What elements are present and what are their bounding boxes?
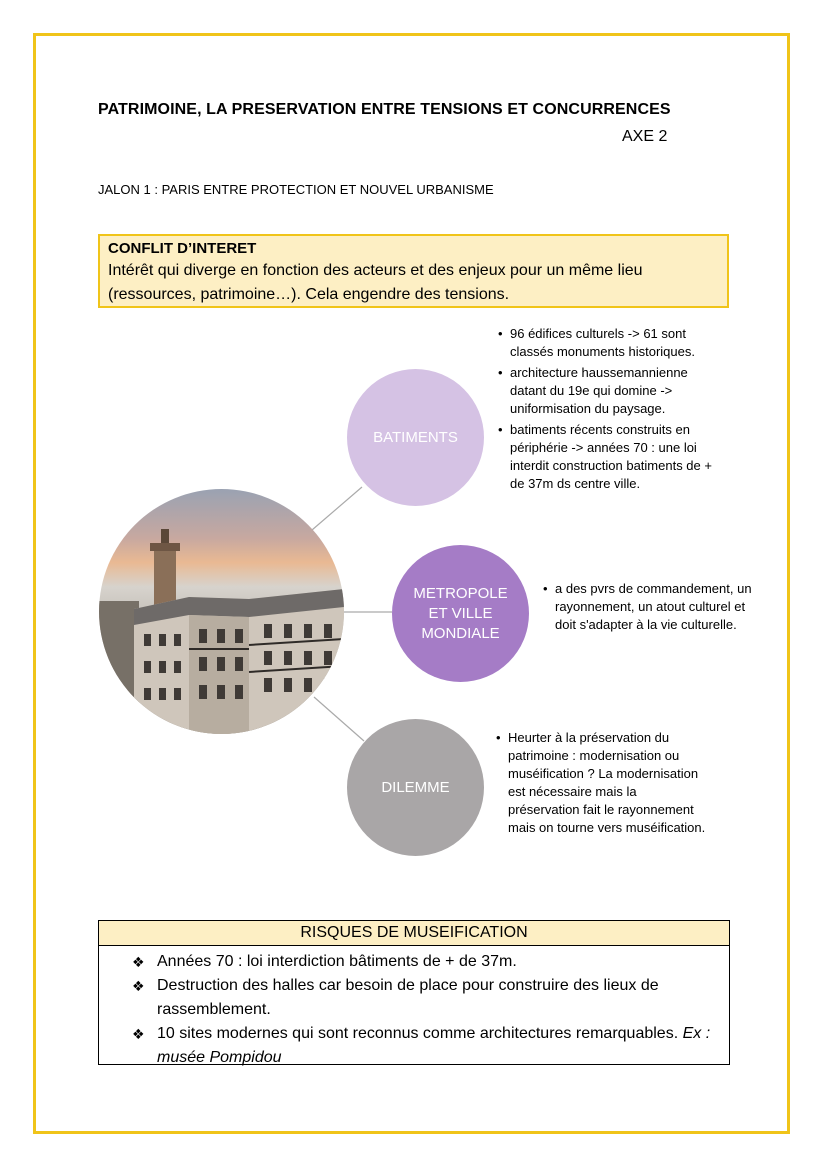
risks-list (99, 946, 729, 1070)
risk-text: Destruction des halles car besoin de place pour construire des lieux de rassemblement. (157, 977, 659, 1018)
risks-title: RISQUES DE MUSEIFICATION (99, 921, 729, 946)
list-item: • a des pvrs de commandement, un rayonnement, un atout culturel et doit s'adapter à la vie culturelle. (543, 580, 763, 634)
diamond-bullet-icon: ❖ (132, 1026, 145, 1042)
list-item (99, 974, 729, 1022)
node-batiments (347, 369, 484, 506)
axe-label: AXE 2 (622, 128, 668, 145)
diamond-bullet-icon: ❖ (132, 954, 145, 970)
list-item (99, 1022, 729, 1070)
paris-buildings-illustration (99, 489, 344, 734)
list-item (99, 950, 729, 974)
risk-text: 10 sites modernes qui sont reconnus comme architectures remarquables. (157, 1025, 683, 1042)
page-title: PATRIMOINE, LA PRESERVATION ENTRE TENSIONS ET CONCURRENCES (98, 101, 671, 118)
definition-title: CONFLIT D’INTERET (108, 240, 257, 257)
node-metropole-label: METROPOLE ET VILLE MONDIALE (413, 584, 508, 642)
node-metropole (392, 545, 529, 682)
risks-table (98, 920, 730, 1065)
list-item: • batiments récents construits en périphérie -> années 70 : une loi interdit construction batiments de + de 37m ds centre ville. (498, 421, 718, 493)
node-batiments-label: BATIMENTS (373, 428, 458, 446)
risk-example: Ex : musée Pompidou (157, 1025, 711, 1066)
node-dilemme-label: DILEMME (381, 778, 450, 796)
list-item: • Heurter à la préservation du patrimoine : modernisation ou muséification ? La modernisation est nécessaire mais la préservation fait le rayonnement mais on tourne vers muséification. (496, 729, 706, 837)
definition-text: Intérêt qui diverge en fonction des acteurs et des enjeux pour un même lieu (ressources, patrimoine…). Cela engendre des tensions. (108, 262, 643, 303)
list-item: • architecture haussemannienne datant du 19e qui domine -> uniformisation du paysage. (498, 364, 718, 418)
diamond-bullet-icon: ❖ (132, 978, 145, 994)
connector-dilemme (314, 697, 364, 741)
risk-text: Années 70 : loi interdiction bâtiments de + de 37m. (157, 953, 517, 970)
node-dilemme (347, 719, 484, 856)
dilemme-bullet-list (496, 729, 706, 840)
jalon-subtitle: JALON 1 : PARIS ENTRE PROTECTION ET NOUVEL URBANISME (98, 182, 494, 197)
metropole-bullet-list (543, 580, 763, 637)
batiments-bullet-list (498, 325, 718, 496)
paris-rooftops-photo (99, 489, 344, 734)
connector-batiments (312, 487, 362, 530)
list-item: • 96 édifices culturels -> 61 sont classés monuments historiques. (498, 325, 718, 361)
